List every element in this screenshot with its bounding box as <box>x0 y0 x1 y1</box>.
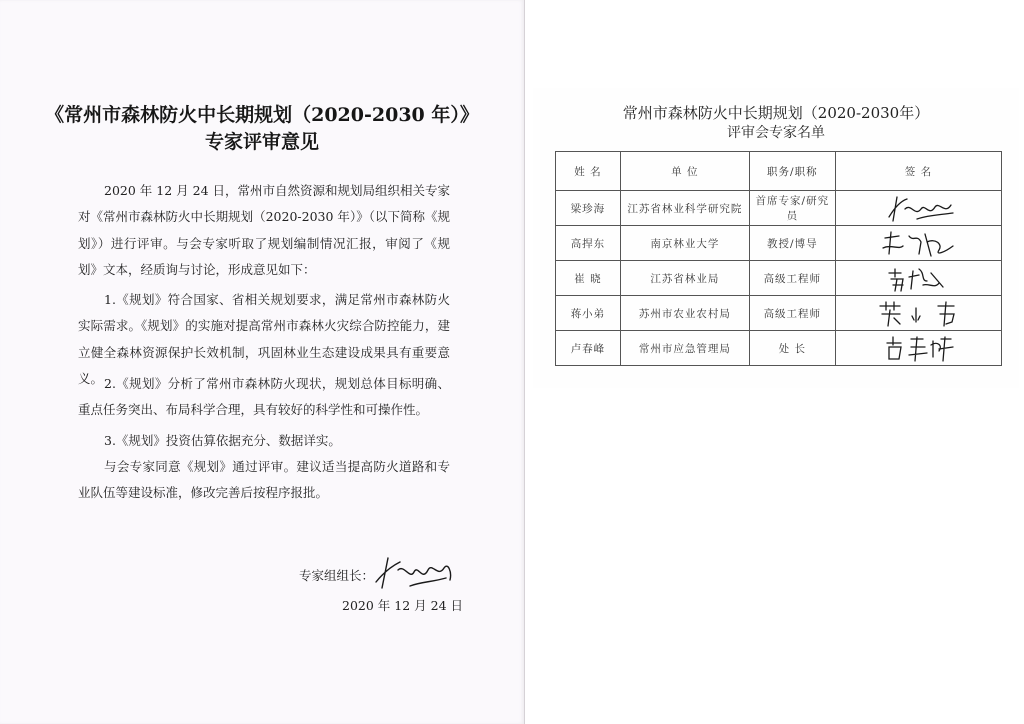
table-row <box>556 331 1002 366</box>
expert-unit: 苏州市农业农村局 <box>620 296 749 331</box>
signature-cell <box>835 261 1001 296</box>
signature-cell <box>835 191 1001 226</box>
expert-name: 高捍东 <box>556 226 621 261</box>
expert-name: 蒋小弟 <box>556 296 621 331</box>
expert-unit: 江苏省林业科学研究院 <box>620 191 749 226</box>
expert-title: 首席专家/研究员 <box>749 191 835 226</box>
handwritten-signature <box>873 193 963 223</box>
handwritten-signature <box>873 263 963 293</box>
handwritten-signature <box>873 228 963 258</box>
opinion-date: 2020 年 12 月 24 日 <box>342 598 463 613</box>
table-header-row <box>556 152 1002 191</box>
handwritten-signature <box>870 298 966 328</box>
expert-title: 教授/博导 <box>749 226 835 261</box>
signature-cell <box>835 296 1001 331</box>
opinion-paragraph: 2.《规划》分析了常州市森林防火现状，规划总体目标明确、重点任务突出、布局科学合理，具有较好的科学性和可操作性。 <box>78 376 450 418</box>
table-row <box>556 261 1002 296</box>
signature-cell <box>835 331 1001 366</box>
opinion-paragraph: 1.《规划》符合国家、省相关规划要求，满足常州市森林防火实际需求。《规划》的实施对提高常州市森林火灾综合防控能力，建立健全森林资源保护长效机制，巩固林业生态建设成果具有重要意义。 <box>78 292 450 387</box>
handwritten-signature <box>370 552 456 592</box>
table-row <box>556 191 1002 226</box>
expert-name: 崔 晓 <box>556 261 621 296</box>
expert-name: 卢春峰 <box>556 331 621 366</box>
expert-title: 高级工程师 <box>749 296 835 331</box>
expert-name: 梁珍海 <box>556 191 621 226</box>
expert-unit: 常州市应急管理局 <box>620 331 749 366</box>
expert-list-title: 常州市森林防火中长期规划（2020-2030年） <box>622 104 930 122</box>
signature-cell <box>835 226 1001 261</box>
opinion-paragraph: 3.《规划》投资估算依据充分、数据详实。 <box>104 433 341 448</box>
expert-title: 处 长 <box>749 331 835 366</box>
header-title: 职务/职称 <box>749 152 835 191</box>
header-signature: 签 名 <box>835 152 1001 191</box>
expert-title: 高级工程师 <box>749 261 835 296</box>
expert-list-subtitle: 评审会专家名单 <box>727 125 825 141</box>
opinion-paragraph: 与会专家同意《规划》通过评审。建议适当提高防火道路和专业队伍等建设标准，修改完善后按程序报批。 <box>78 459 450 501</box>
handwritten-signature <box>873 333 963 363</box>
header-name: 姓 名 <box>556 152 621 191</box>
expert-unit: 南京林业大学 <box>620 226 749 261</box>
expert-unit: 江苏省林业局 <box>620 261 749 296</box>
table-row <box>556 296 1002 331</box>
opinion-subtitle: 专家评审意见 <box>204 131 319 153</box>
group-leader-label: 专家组组长： <box>299 568 375 583</box>
expert-list-page <box>533 88 1019 388</box>
opinion-title: 《常州市森林防火中长期规划（2020-2030 年）》 <box>45 104 479 126</box>
expert-table <box>555 151 1002 366</box>
header-unit: 单 位 <box>620 152 749 191</box>
table-row <box>556 226 1002 261</box>
opinion-paragraph: 2020 年 12 月 24 日，常州市自然资源和规划局组织相关专家对《常州市森林防火中长期规划（2020-2030 年）》（以下简称《规划》）进行评审。与会专家听取了规划编制情况汇报，审阅了《规划》文本，经质询与讨论，形成意见如下： <box>78 183 450 278</box>
